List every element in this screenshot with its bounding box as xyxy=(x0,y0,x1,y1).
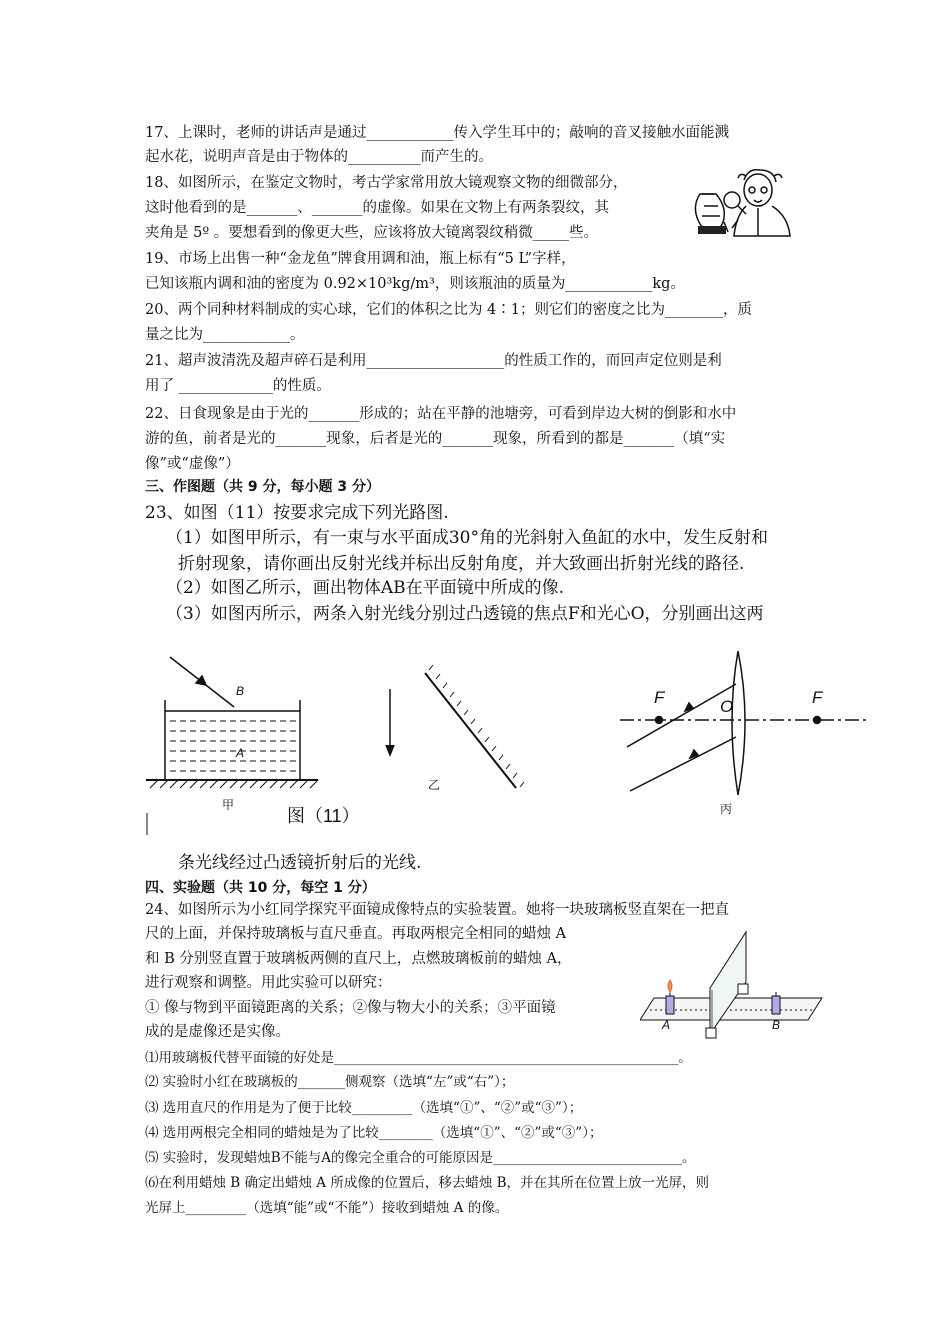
section-4-heading: 四、实验题（共 10 分，每空 1 分） xyxy=(145,880,376,896)
q24-sub4: ⑷ 选用两根完全相同的蜡烛是为了比较________（选填“①”、“②”或“③”）； xyxy=(145,1125,603,1141)
q21-line2: 用了 _____________的性质。 xyxy=(145,378,331,394)
label-jia: 甲 xyxy=(222,798,235,812)
q24-sub5: ⑸ 实验时，发现蜡烛B不能与A的像完全重合的可能原因是____________________________。 xyxy=(145,1150,696,1166)
q18-line1: 18、如图所示，在鉴定文物时，考古学家常用放大镜观察文物的细微部分， xyxy=(145,175,628,191)
q24-sub1: ⑴用玻璃板代替平面镜的好处是___________________________________________________。 xyxy=(145,1050,692,1066)
q23-line3: 折射现象，请你画出反射光线并标出反射角度，并大致画出折射光线的路径. xyxy=(178,554,745,574)
q22-line3: 像”或“虚像”） xyxy=(145,456,240,472)
q23-line1: 23、如图（11）按要求完成下列光路图. xyxy=(145,503,449,523)
q18-line2: 这时他看到的是_______、_______的虚像。如果在文物上有两条裂纹，其 xyxy=(145,200,609,216)
q18-line3: 夹角是 5º 。要想看到的像更大些，应该将放大镜离裂纹稍微_____些。 xyxy=(145,225,599,241)
q24-sub7: 光屏上_________（选填“能”或“不能”）接收到蜡烛 A 的像。 xyxy=(145,1200,509,1216)
label-f-left: F xyxy=(654,688,665,707)
figure-11 xyxy=(140,645,875,845)
label-candle-a: A xyxy=(662,1018,671,1032)
q23-line2: （1）如图甲所示，有一束与水平面成30°角的光斜射入鱼缸的水中，发生反射和 xyxy=(166,528,768,548)
label-b-mirror: B xyxy=(236,684,245,698)
label-o: O xyxy=(720,697,734,716)
q22-line1: 22、日食现象是由于光的_______形成的；站在平静的池塘旁，可看到岸边大树的倒影和水中 xyxy=(145,406,737,422)
q24-sub2: ⑵ 实验时小红在玻璃板的_______侧观察（选填“左”或“右”）； xyxy=(145,1074,515,1090)
tank-diagram xyxy=(146,657,318,788)
q20-line2: 量之比为____________。 xyxy=(145,327,305,343)
figure-caption: 图（11） xyxy=(287,806,360,826)
label-bing: 丙 xyxy=(720,802,733,816)
label-candle-b: B xyxy=(772,1018,781,1032)
q23-line4: （2）如图乙所示，画出物体AB在平面镜中所成的像. xyxy=(166,578,564,598)
q24-line5: ① 像与物到平面镜距离的关系；②像与物大小的关系；③平面镜 xyxy=(145,1000,556,1016)
q17-line1: 17、上课时，老师的讲话声是通过____________传入学生耳中的；敲响的音叉接触水面能溅 xyxy=(145,125,729,141)
q21-line1: 21、超声波清洗及超声碎石是利用___________________的性质工作的，而回声定位则是利 xyxy=(145,353,722,369)
q19-line1: 19、市场上出售一种“金龙鱼”牌食用调和油，瓶上标有“5 L”字样， xyxy=(145,251,576,267)
section-3-heading: 三、作图题（共 9 分，每小题 3 分） xyxy=(145,479,380,495)
label-a-mirror: A xyxy=(236,746,245,760)
mirror-diagram xyxy=(386,665,524,788)
q19-line2: 已知该瓶内调和油的密度为 0.92×10³kg/m³，则该瓶油的质量为____________kg。 xyxy=(145,276,685,292)
q24-line6: 成的是虚像还是实像。 xyxy=(145,1024,290,1040)
q24-line2: 尺的上面，并保持玻璃板与直尺垂直。再取两根完全相同的蜡烛 A xyxy=(145,926,567,942)
q24-line1: 24、如图所示为小红同学探究平面镜成像特点的实验装置。她将一块玻璃板竖直架在一把直 xyxy=(145,902,729,918)
q23-line6: 条光线经过凸透镜折射后的光线. xyxy=(178,853,422,873)
q24-line4: 进行观察和调整。用此实验可以研究： xyxy=(145,975,392,991)
label-f-right: F xyxy=(812,688,823,707)
q17-line2: 起水花，说明声音是由于物体的__________而产生的。 xyxy=(145,149,493,165)
q24-line3: 和 B 分别竖直置于玻璃板两侧的直尺上，点燃玻璃板前的蜡烛 A， xyxy=(145,951,572,967)
q23-line5: （3）如图丙所示，两条入射光线分别过凸透镜的焦点F和光心O，分别画出这两 xyxy=(166,604,764,624)
q24-sub6: ⑹在利用蜡烛 B 确定出蜡烛 A 所成像的位置后，移去蜡烛 B，并在其所在位置上放一光屏，则 xyxy=(145,1175,710,1191)
archaeologist-illustration xyxy=(688,166,808,246)
label-yi: 乙 xyxy=(428,778,441,792)
q22-line2: 游的鱼，前者是光的_______现象，后者是光的_______现象，所看到的都是_______（填“实 xyxy=(145,431,726,447)
lens-diagram xyxy=(620,651,870,795)
q24-sub3: ⑶ 选用直尺的作用是为了便于比较_________（选填“①”、“②”或“③”）； xyxy=(145,1100,583,1116)
q20-line1: 20、两个同种材料制成的实心球，它们的体积之比为 4∶1；则它们的密度之比为________，质 xyxy=(145,302,753,318)
